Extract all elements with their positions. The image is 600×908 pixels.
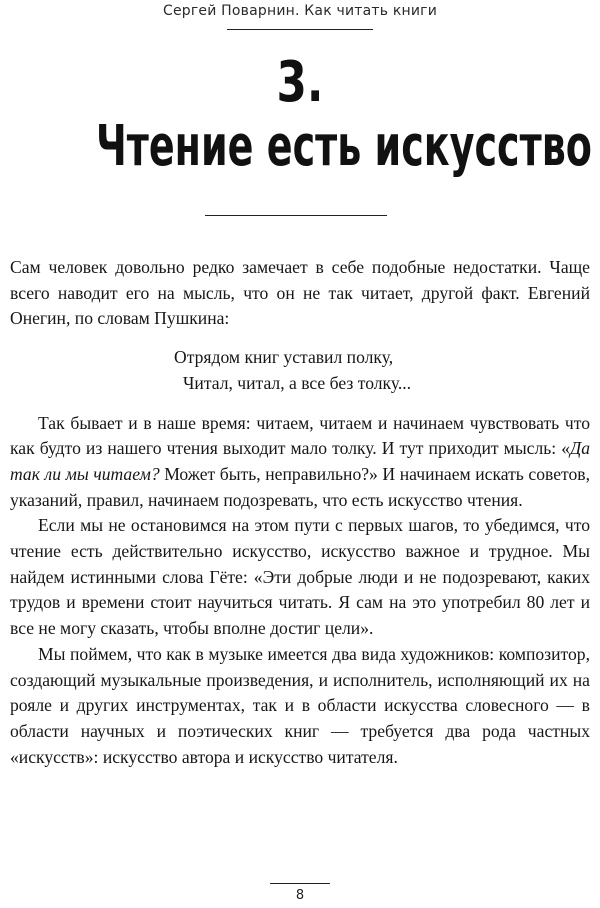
paragraph: Если мы не остановимся на этом пути с первых шагов, то убедимся, что чтение есть действительно искусство, искусство важное и трудное. Мы найдем истинными слова Гёте: «Эти добрые люди и не подозревают, каких трудов и времени стоит научиться читать. Я сам на это употребил 80 лет и все не могу сказать, чтобы вполне достиг цели». [10, 515, 590, 639]
paragraph: Сам человек довольно редко замечает в себе подобные недостатки. Чаще всего наводит его на мысль, что он не так читает, другой факт. Евгений Онегин, по словам Пушкина: [10, 257, 590, 329]
paragraph-text: Так бывает и в наше время: читаем, читаем и начинаем чувствовать что как будто из нашего чтения выходит мало толку. И тут приходит мысль: « [10, 412, 590, 459]
chapter-number: 3. [276, 50, 324, 115]
running-header: Сергей Поварнин. Как читать книги [162, 3, 438, 19]
verse-line: Отрядом книг уставил полку, [174, 347, 394, 368]
italic-quote: Да так ли мы читаем? [10, 438, 590, 484]
paragraph-text: Может быть, неправильно?» И начинаем искать советов, указаний, правил, начинаем подозревать, что есть искусство чтения. [10, 463, 590, 510]
title-divider [205, 215, 387, 216]
paragraph: Мы поймем, что как в музыке имеется два вида художников: композитор, создающий музыкальные произведения, и исполнитель, исполняющий их на рояле и других инструментах, так и в области искусства словесного — в области научных и поэтических книг — требуется два рода частных «искусств»: искусство автора и искусство читателя. [10, 643, 590, 767]
chapter-title: Чтение есть искусство [96, 114, 592, 179]
verse-line: Читал, читал, а все без толку... [183, 372, 412, 393]
body-text [10, 255, 590, 770]
page-number: 8 [295, 888, 305, 903]
verse-quote [10, 345, 590, 396]
paragraph [10, 411, 590, 514]
header-divider [227, 29, 373, 30]
footer-divider [270, 883, 330, 884]
